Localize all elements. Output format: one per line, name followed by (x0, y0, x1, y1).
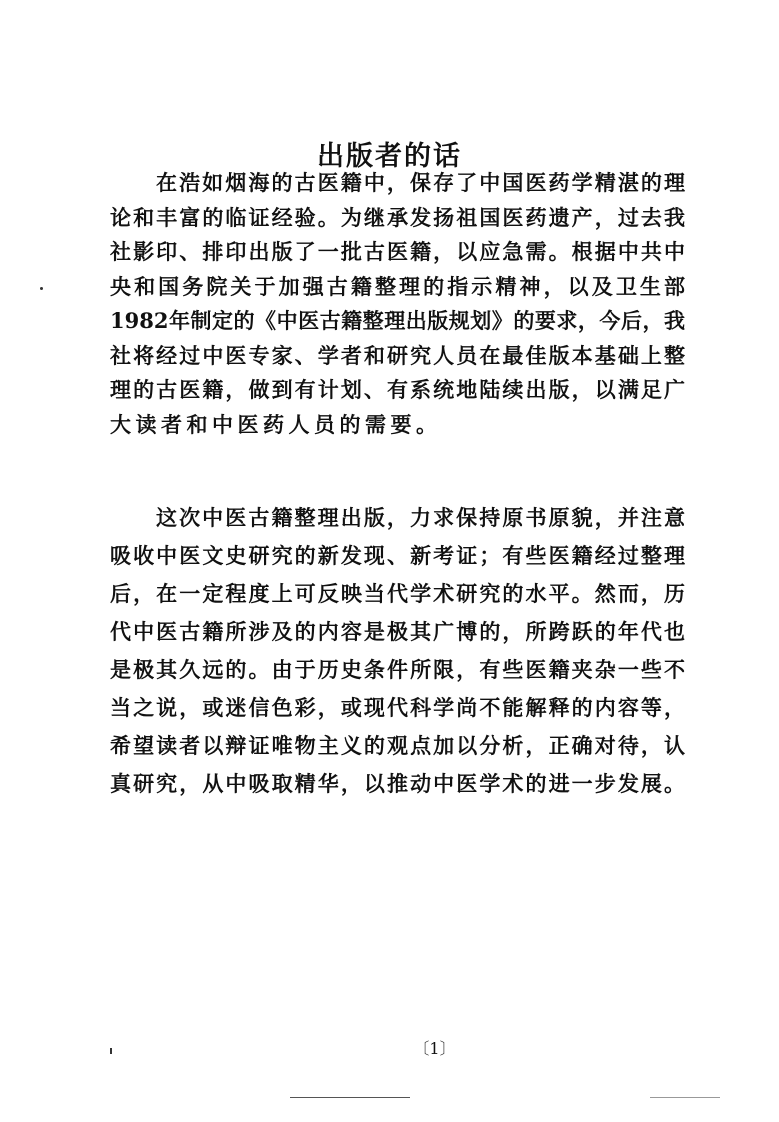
text-line: 吸收中医文史研究的新发现、新考证；有些医籍经过整理 (110, 543, 685, 568)
text-line: 希望读者以辩证唯物主义的观点加以分析，正确对待，认 (110, 733, 685, 758)
text-line: 大读者和中医药人员的需要。 (110, 412, 442, 437)
text-line: 社影印、排印出版了一批古医籍，以应急需。根据中共中 (110, 239, 685, 264)
text-line: 在浩如烟海的古医籍中，保存了中国医药学精湛的理 (156, 170, 685, 195)
text-line: 后，在一定程度上可反映当代学术研究的水平。然而，历 (110, 581, 685, 606)
text-line: 代中医古籍所涉及的内容是极其广博的，所跨跃的年代也 (110, 619, 685, 644)
text-line: 论和丰富的临证经验。为继承发扬祖国医药遗产，过去我 (110, 205, 685, 230)
text-line: 理的古医籍，做到有计划、有系统地陆续出版，以满足广 (110, 377, 685, 402)
scan-speck (40, 287, 43, 290)
text-line: 是极其久远的。由于历史条件所限，有些医籍夹杂一些不 (110, 657, 685, 682)
text-line: 这次中医古籍整理出版，力求保持原书原貌，并注意 (156, 505, 685, 530)
scan-artifact-rule (290, 1097, 410, 1098)
page-number: 〔1〕 (413, 1039, 456, 1058)
text-line: 1982年制定的《中医古籍整理出版规划》的要求，今后，我 (110, 308, 685, 333)
text-line: 当之说，或迷信色彩，或现代科学尚不能解释的内容等， (110, 695, 685, 720)
page-title: 出版者的话 (317, 141, 462, 172)
scan-artifact-rule (650, 1097, 720, 1098)
text-line: 社将经过中医专家、学者和研究人员在最佳版本基础上整 (110, 343, 685, 368)
text-line: 真研究，从中吸取精华，以推动中医学术的进一步发展。 (110, 771, 685, 796)
text-line: 央和国务院关于加强古籍整理的指示精神，以及卫生部 (110, 274, 685, 299)
scan-speck (110, 1048, 112, 1054)
